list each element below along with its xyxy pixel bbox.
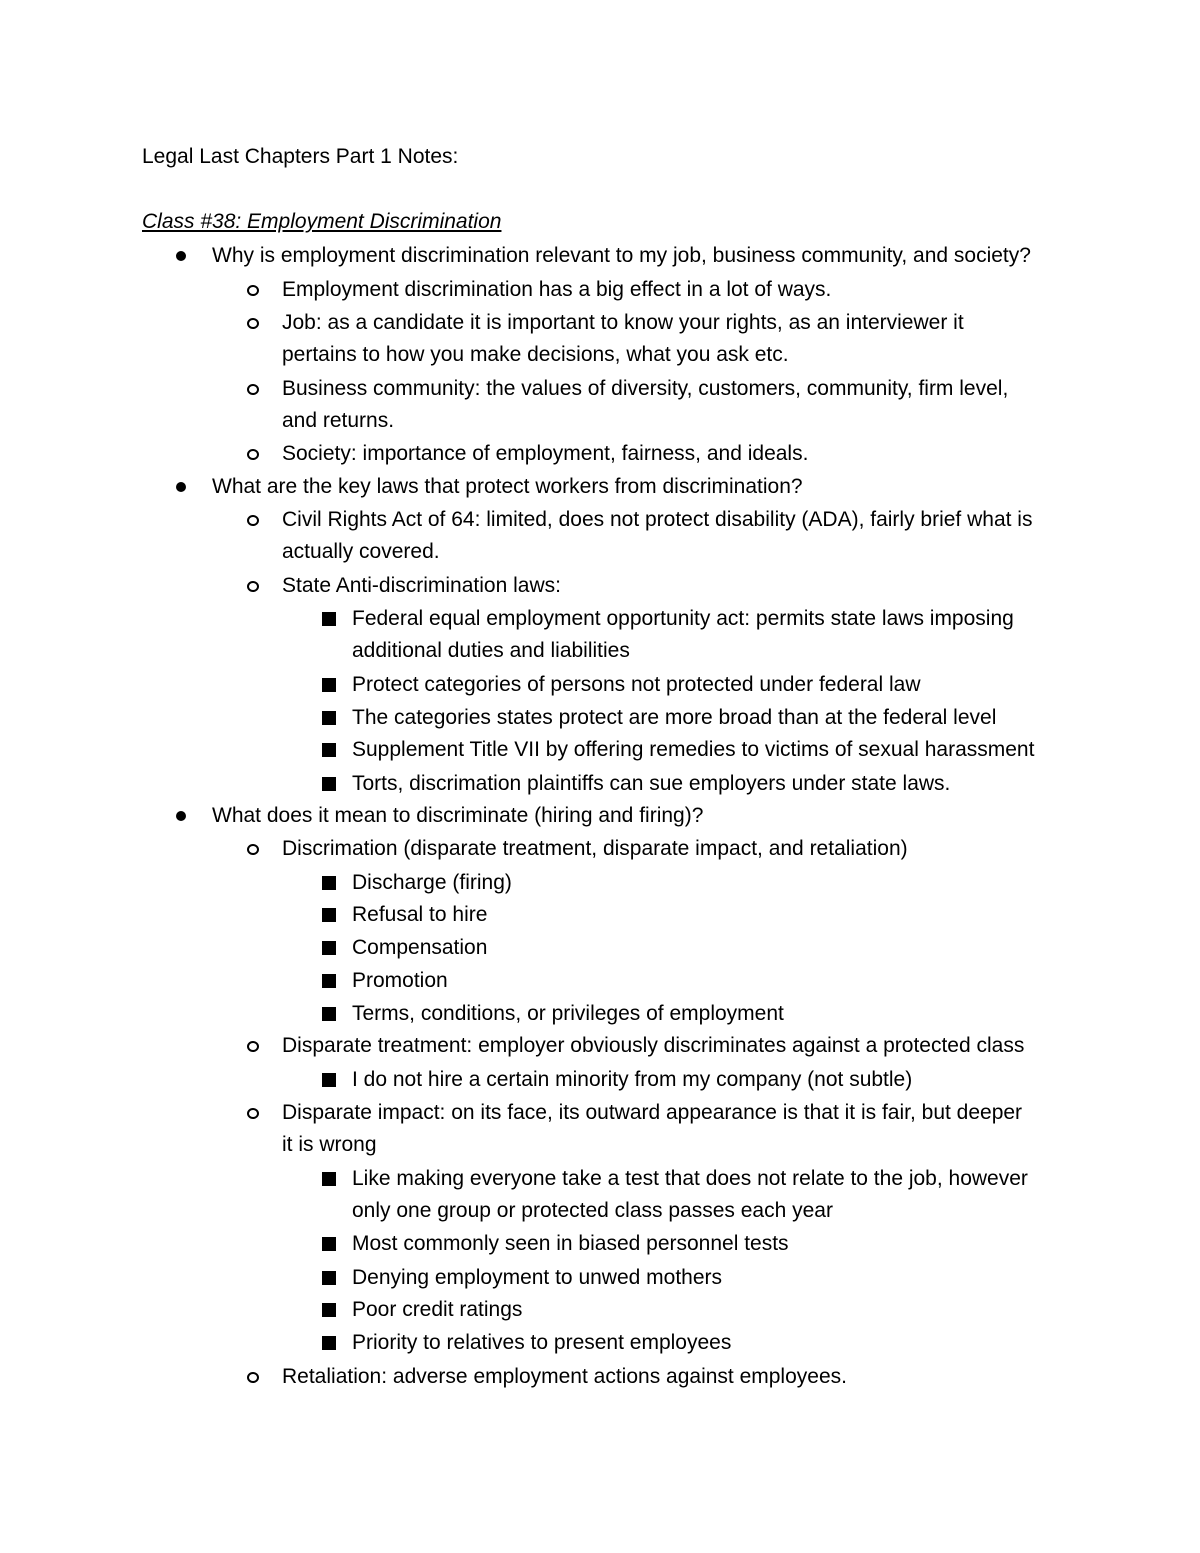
note-text: Torts, discrimation plaintiffs can sue employers under state laws.: [352, 772, 951, 795]
bullet-circle-icon: [244, 273, 264, 306]
note-text: additional duties and liabilities: [352, 639, 630, 662]
list-item: [282, 1096, 1022, 1129]
list-item: [352, 997, 784, 1030]
list-item: [352, 898, 487, 931]
question-text: What are the key laws that protect workers from discrimination?: [212, 475, 803, 498]
list-item: [282, 569, 561, 602]
bullet-square-icon: [320, 1227, 340, 1260]
list-item: [352, 1162, 1028, 1195]
note-text: only one group or protected class passes each year: [352, 1199, 833, 1222]
note-text: Supplement Title VII by offering remedies to victims of sexual harassment: [352, 738, 1035, 761]
list-item: [282, 372, 1008, 405]
note-text: Priority to relatives to present employees: [352, 1331, 732, 1354]
note-text: Protect categories of persons not protected under federal law: [352, 673, 921, 696]
bullet-circle-icon: [244, 832, 264, 865]
note-text: State Anti-discrimination laws:: [282, 574, 561, 597]
note-text: pertains to how you make decisions, what you ask etc.: [282, 343, 789, 366]
note-text: actually covered.: [282, 540, 440, 563]
list-item: [282, 437, 808, 470]
note-text: Job: as a candidate it is important to know your rights, as an interviewer it: [282, 311, 964, 334]
class-heading: Class #38: Employment Discrimination: [142, 210, 502, 233]
list-item: [282, 503, 1032, 536]
note-text: Denying employment to unwed mothers: [352, 1266, 723, 1289]
bullet-dot-icon: [172, 470, 192, 503]
bullet-square-icon: [320, 997, 340, 1030]
bullet-square-icon: [320, 602, 340, 635]
bullet-circle-icon: [244, 1360, 264, 1393]
bullet-square-icon: [320, 866, 340, 899]
list-item: [352, 964, 448, 997]
note-text: Like making everyone take a test that does not relate to the job, however: [352, 1167, 1028, 1190]
note-text: it is wrong: [282, 1133, 377, 1156]
list-item: [352, 1227, 789, 1260]
question-text: Why is employment discrimination relevant to my job, business community, and society?: [212, 244, 1031, 267]
list-item: [352, 1261, 722, 1294]
list-item: [352, 602, 1014, 635]
bullet-square-icon: [320, 1063, 340, 1096]
note-text: Employment discrimination has a big effect in a lot of ways.: [282, 278, 832, 301]
bullet-dot-icon: [172, 799, 192, 832]
list-item: [352, 1326, 731, 1359]
list-item: [212, 239, 1031, 272]
note-text: Terms, conditions, or privileges of employment: [352, 1002, 784, 1025]
bullet-square-icon: [320, 964, 340, 997]
note-text: Disparate treatment: employer obviously discriminates against a protected class: [282, 1034, 1025, 1057]
list-item: [282, 832, 908, 865]
list-item: [352, 701, 996, 734]
note-text: Discrimation (disparate treatment, disparate impact, and retaliation): [282, 837, 908, 860]
bullet-square-icon: [320, 733, 340, 766]
note-text: Society: importance of employment, fairness, and ideals.: [282, 442, 809, 465]
note-text: The categories states protect are more broad than at the federal level: [352, 706, 997, 729]
list-item: [352, 866, 512, 899]
document-title: Legal Last Chapters Part 1 Notes:: [142, 145, 459, 168]
list-item: [352, 1293, 522, 1326]
bullet-square-icon: [320, 931, 340, 964]
list-item-continuation: [282, 535, 440, 568]
note-text: Federal equal employment opportunity act: permits state laws imposing: [352, 607, 1014, 630]
bullet-square-icon: [320, 1293, 340, 1326]
note-text: Promotion: [352, 969, 448, 992]
list-item: [352, 668, 921, 701]
list-item-continuation: [352, 1194, 833, 1227]
list-item: [212, 799, 703, 832]
list-item: [282, 273, 831, 306]
bullet-square-icon: [320, 1326, 340, 1359]
bullet-circle-icon: [244, 1029, 264, 1062]
list-item: [212, 470, 803, 503]
bullet-square-icon: [320, 701, 340, 734]
bullet-circle-icon: [244, 1096, 264, 1129]
note-text: Refusal to hire: [352, 903, 488, 926]
bullet-square-icon: [320, 1261, 340, 1294]
note-text: Business community: the values of diversity, customers, community, firm level,: [282, 377, 1009, 400]
list-item: [352, 733, 1034, 766]
list-item: [352, 931, 487, 964]
list-item-continuation: [282, 338, 789, 371]
list-item: [282, 1360, 847, 1393]
bullet-circle-icon: [244, 503, 264, 536]
list-item: [352, 1063, 912, 1096]
bullet-circle-icon: [244, 306, 264, 339]
note-text: Most commonly seen in biased personnel tests: [352, 1232, 789, 1255]
bullet-square-icon: [320, 767, 340, 800]
note-text: and returns.: [282, 409, 395, 432]
list-item: [282, 306, 964, 339]
list-item: [282, 1029, 1024, 1062]
list-item: [352, 767, 950, 800]
question-text: What does it mean to discriminate (hiring and firing)?: [212, 804, 704, 827]
bullet-circle-icon: [244, 569, 264, 602]
note-text: Poor credit ratings: [352, 1298, 523, 1321]
note-text: Retaliation: adverse employment actions against employees.: [282, 1365, 847, 1388]
bullet-circle-icon: [244, 437, 264, 470]
bullet-square-icon: [320, 1162, 340, 1195]
list-item-continuation: [282, 404, 394, 437]
note-text: Discharge (firing): [352, 871, 512, 894]
list-item-continuation: [282, 1128, 377, 1161]
bullet-square-icon: [320, 898, 340, 931]
note-text: Civil Rights Act of 64: limited, does not protect disability (ADA), fairly brief what is: [282, 508, 1033, 531]
bullet-dot-icon: [172, 239, 192, 272]
note-text: I do not hire a certain minority from my company (not subtle): [352, 1068, 913, 1091]
note-text: Compensation: [352, 936, 488, 959]
note-text: Disparate impact: on its face, its outward appearance is that it is fair, but deeper: [282, 1101, 1023, 1124]
bullet-square-icon: [320, 668, 340, 701]
list-item-continuation: [352, 634, 630, 667]
bullet-circle-icon: [244, 372, 264, 405]
